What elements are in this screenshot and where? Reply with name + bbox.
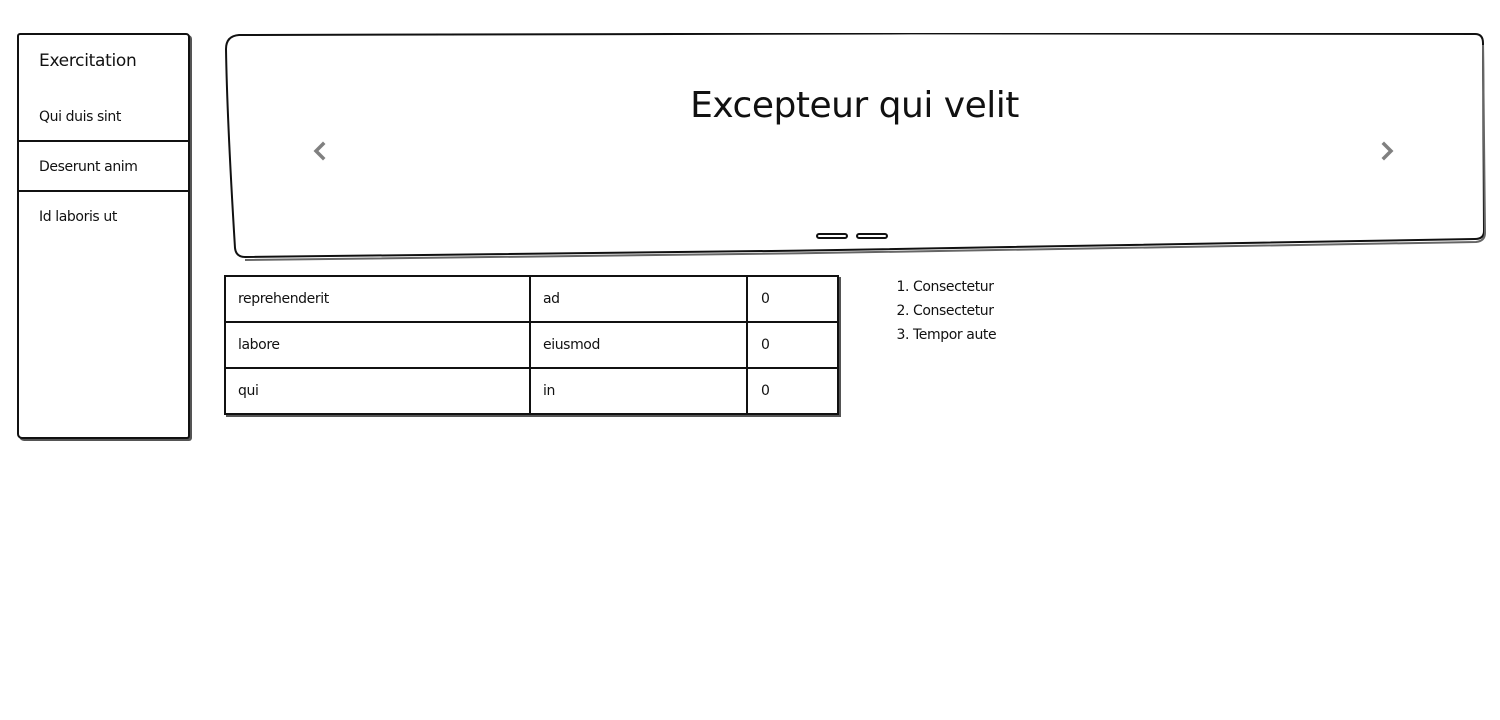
table-cell: qui <box>225 368 530 414</box>
carousel-indicators <box>816 233 896 241</box>
sidebar-item-qui-duis-sint[interactable] <box>19 92 188 142</box>
table-cell: ad <box>530 276 747 322</box>
table-cell: in <box>530 368 747 414</box>
table-cell: reprehenderit <box>225 276 530 322</box>
data-table <box>224 275 839 415</box>
list-item-number: 3. <box>896 327 909 343</box>
sidebar-item-deserunt-anim[interactable] <box>19 142 188 192</box>
list-item-text: Tempor aute <box>913 327 997 343</box>
table-cell: 0 <box>747 276 838 322</box>
sidebar <box>17 33 190 439</box>
list-item-text: Consectetur <box>913 279 994 295</box>
carousel-title: Excepteur qui velit <box>690 85 1019 126</box>
sidebar-item-id-laboris-ut[interactable] <box>19 192 188 242</box>
carousel-prev-button[interactable] <box>307 138 333 166</box>
table-cell: 0 <box>747 368 838 414</box>
sidebar-item-label: Deserunt anim <box>39 159 138 175</box>
ordered-list <box>893 278 996 350</box>
carousel <box>225 33 1484 257</box>
list-item <box>893 278 996 302</box>
table-row <box>225 368 838 414</box>
list-item <box>893 302 996 326</box>
chevron-left-icon <box>307 138 333 166</box>
table-cell: 0 <box>747 322 838 368</box>
carousel-indicator-1[interactable] <box>816 233 848 239</box>
table-row <box>225 276 838 322</box>
sidebar-item-label: Id laboris ut <box>39 209 117 225</box>
sidebar-item-label: Qui duis sint <box>39 109 121 125</box>
table-cell: labore <box>225 322 530 368</box>
table-cell: eiusmod <box>530 322 747 368</box>
sidebar-title: Exercitation <box>39 51 137 71</box>
carousel-next-button[interactable] <box>1375 138 1401 166</box>
list-item-text: Consectetur <box>913 303 994 319</box>
chevron-right-icon <box>1375 138 1401 166</box>
list-item <box>893 326 996 350</box>
table-row <box>225 322 838 368</box>
carousel-indicator-2[interactable] <box>856 233 888 239</box>
list-item-number: 2. <box>896 303 909 319</box>
carousel-frame <box>225 33 1487 261</box>
list-item-number: 1. <box>896 279 909 295</box>
